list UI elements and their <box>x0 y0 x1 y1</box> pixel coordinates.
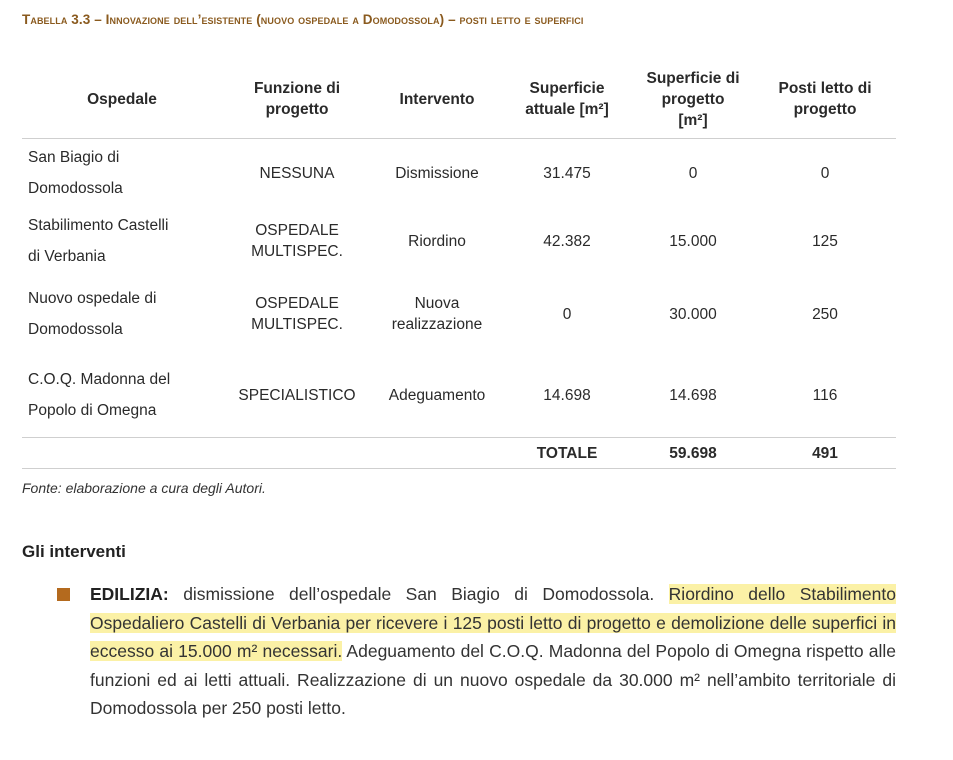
table-caption <box>22 12 583 27</box>
header-sup-prog-line-2: progetto <box>661 90 725 108</box>
table-row <box>22 275 896 353</box>
cell-ospedale <box>22 207 222 275</box>
bullet-square-icon <box>57 588 70 601</box>
header-superficie-attuale <box>502 60 632 139</box>
total-posti-letto: 491 <box>754 438 896 469</box>
cell-funzione <box>222 207 372 275</box>
hospital-table <box>22 60 896 469</box>
cell-intervento <box>372 139 502 208</box>
cell-posti-letto: 125 <box>812 232 838 250</box>
cell-ospedale-line-2: Domodossola <box>28 321 123 338</box>
cell-ospedale-line-2: di Verbania <box>28 248 106 265</box>
cell-superficie-attuale: 42.382 <box>543 232 591 250</box>
table-row <box>22 353 896 438</box>
table-caption-text: Tabella 3.3 – Innovazione dell’esistente (nuovo ospedale a Domodossola) – posti letto e superfici <box>22 12 584 27</box>
header-sup-att-line-1: Superficie <box>529 80 605 97</box>
cell-ospedale <box>22 353 222 438</box>
cell-posti-letto: 250 <box>812 305 838 323</box>
cell-funzione <box>222 275 372 353</box>
cell-intervento-line-1: Adeguamento <box>388 386 486 404</box>
table-header-row <box>22 60 896 139</box>
cell-funzione-line-1: OSPEDALE <box>255 222 339 239</box>
cell-intervento-line-1: Nuova <box>414 295 460 312</box>
cell-funzione <box>222 353 372 438</box>
cell-superficie-progetto: 30.000 <box>669 305 717 323</box>
cell-ospedale-line-1: Stabilimento Castelli <box>28 217 169 234</box>
cell-intervento-line-2: realizzazione <box>391 316 483 333</box>
cell-posti-letto: 116 <box>754 353 896 438</box>
header-superficie-progetto <box>632 60 754 139</box>
header-funzione-line-1: Funzione di <box>253 80 341 97</box>
cell-ospedale-line-2: Popolo di Omegna <box>28 402 157 419</box>
cell-funzione-line-2: MULTISPEC. <box>251 243 343 260</box>
cell-intervento <box>372 353 502 438</box>
cell-funzione-line-1: SPECIALISTICO <box>238 386 356 404</box>
cell-posti-letto: 0 <box>820 164 830 182</box>
cell-ospedale-line-1: Nuovo ospedale di <box>28 290 157 307</box>
total-empty-cell <box>22 438 222 469</box>
cell-superficie-progetto: 14.698 <box>632 353 754 438</box>
cell-ospedale <box>22 275 222 353</box>
cell-funzione <box>222 139 372 208</box>
cell-intervento-line-1: Riordino <box>408 232 466 250</box>
header-ospedale <box>22 60 222 139</box>
bullet-text-2: Adeguamento del C.O.Q. Madonna del Popolo di Omegna rispetto alle funzioni ed ai letti attuali. Realizzazione di un nuovo ospedale da 30.000 m² nell’ambito territoriale di Domodossola per 250 posti letto. <box>90 641 896 719</box>
cell-superficie-attuale: 0 <box>562 305 572 323</box>
table-row <box>22 139 896 208</box>
total-label: TOTALE <box>502 438 632 469</box>
total-empty-cell <box>222 438 372 469</box>
bullet-lead: EDILIZIA: <box>90 584 169 604</box>
bullet-highlighted-text: Riordino dello Stabilimento Ospedaliero Castelli di Verbania per ricevere i 125 posti letto di progetto e demolizione delle superfici in eccesso ai 15.000 m² necessari. <box>90 584 896 662</box>
cell-superficie-progetto: 0 <box>688 164 698 182</box>
table-total-row <box>22 438 896 469</box>
header-posti-line-1: Posti letto di <box>778 80 872 97</box>
header-funzione-line-2: progetto <box>265 101 329 118</box>
cell-funzione-line-1: NESSUNA <box>259 164 335 182</box>
section-heading: Gli interventi <box>22 542 126 561</box>
total-empty-cell <box>372 438 502 469</box>
cell-intervento-line-1: Dismissione <box>395 164 479 182</box>
total-superficie-progetto: 59.698 <box>632 438 754 469</box>
header-funzione <box>222 60 372 139</box>
bullet-paragraph <box>90 580 896 723</box>
header-sup-prog-line-1: Superficie di <box>646 69 740 87</box>
cell-superficie-attuale: 31.475 <box>543 164 591 182</box>
header-intervento <box>372 60 502 139</box>
bullet-text-1: dismissione dell’ospedale San Biagio di Domodossola. <box>168 584 669 604</box>
header-intervento-label: Intervento <box>399 90 475 108</box>
cell-superficie-progetto: 15.000 <box>669 232 717 250</box>
cell-ospedale <box>22 139 222 208</box>
cell-ospedale-line-2: Domodossola <box>28 180 123 197</box>
table-source-note: Fonte: elaborazione a cura degli Autori. <box>22 480 266 496</box>
cell-funzione-line-2: MULTISPEC. <box>251 316 343 333</box>
cell-ospedale-line-1: C.O.Q. Madonna del <box>28 371 171 388</box>
cell-intervento <box>372 207 502 275</box>
cell-funzione-line-1: OSPEDALE <box>255 295 339 312</box>
header-sup-prog-line-3: [m²] <box>678 111 708 129</box>
header-ospedale-label: Ospedale <box>87 90 157 108</box>
header-sup-att-line-2: attuale [m²] <box>525 101 609 118</box>
table-row <box>22 207 896 275</box>
cell-intervento <box>372 275 502 353</box>
cell-ospedale-line-1: San Biagio di <box>28 149 120 166</box>
cell-superficie-attuale: 14.698 <box>502 353 632 438</box>
header-posti-line-2: progetto <box>793 101 857 118</box>
header-posti-letto <box>754 60 896 139</box>
